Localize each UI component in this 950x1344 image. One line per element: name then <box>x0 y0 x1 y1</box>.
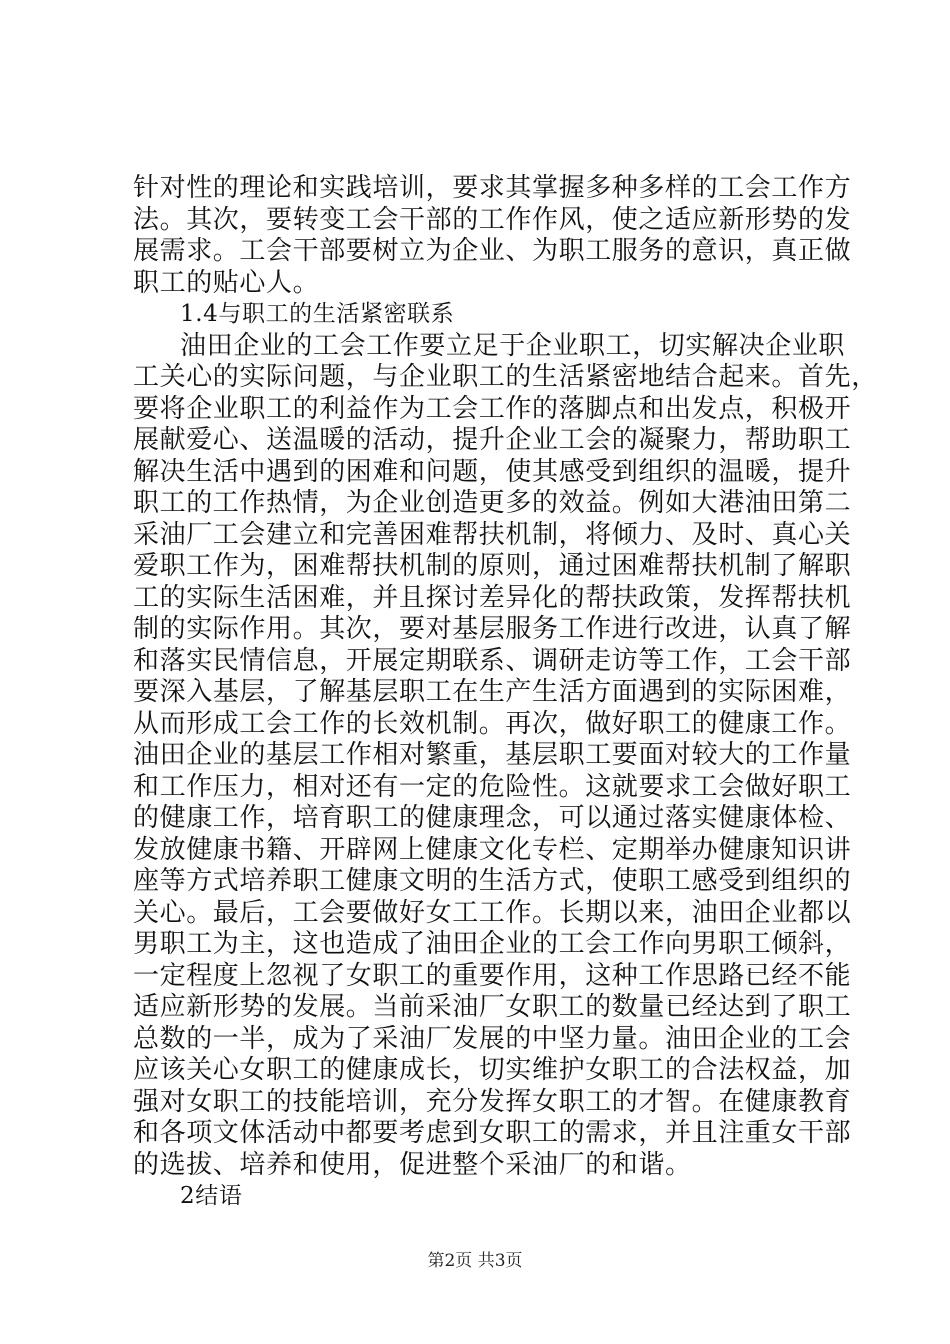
text-line: 工关心的实际问题，与企业职工的生活紧密地结合起来。首先， <box>133 362 878 392</box>
text-line: 男职工为主，这也造成了油田企业的工会工作向男职工倾斜， <box>133 929 852 959</box>
text-line: 和工作压力，相对还有一定的危险性。这就要求工会做好职工 <box>133 771 852 802</box>
text-line: 一定程度上忽视了女职工的重要作用，这种工作思路已经不能 <box>133 960 852 991</box>
text-line: 法。其次，要转变工会干部的工作作风，使之适应新形势的发 <box>133 204 852 235</box>
text-line: 油田企业的工会工作要立足于企业职工，切实解决企业职 <box>180 330 846 361</box>
text-line: 关心。最后，工会要做好女工工作。长期以来，油田企业都以 <box>133 897 852 928</box>
text-line: 油田企业的基层工作相对繁重，基层职工要面对较大的工作量 <box>133 740 852 770</box>
text-line: 职工的贴心人。 <box>133 267 320 298</box>
text-line: 要将企业职工的利益作为工会工作的落脚点和出发点，积极开 <box>133 393 852 424</box>
text-line: 座等方式培养职工健康文明的生活方式，使职工感受到组织的 <box>133 866 852 896</box>
text-line: 的选拔、培养和使用，促进整个采油厂的和谐。 <box>133 1149 692 1180</box>
text-line: 和各项文体活动中都要考虑到女职工的需求，并且注重女干部 <box>133 1118 852 1148</box>
text-line: 强对女职工的技能培训，充分发挥女职工的才智。在健康教育 <box>133 1086 852 1117</box>
text-line: 发放健康书籍、开辟网上健康文化专栏、定期举办健康知识讲 <box>133 834 852 865</box>
page-footer: 第2页 共3页 <box>427 1251 523 1271</box>
text-line: 和落实民情信息，开展定期联系、调研走访等工作，工会干部 <box>133 645 852 676</box>
text-line: 展献爱心、送温暖的活动，提升企业工会的凝聚力，帮助职工 <box>133 425 852 455</box>
section-heading: 1.4与职工的生活紧密联系 <box>180 301 455 327</box>
document-body <box>133 173 878 1213</box>
text-line: 制的实际作用。其次，要对基层服务工作进行改进，认真了解 <box>133 614 852 644</box>
text-line: 爱职工作为，困难帮扶机制的原则，通过困难帮扶机制了解职 <box>133 551 852 581</box>
text-line: 工的实际生活困难，并且探讨差异化的帮扶政策，发挥帮扶机 <box>133 582 852 613</box>
text-line: 从而形成工会工作的长效机制。再次，做好职工的健康工作。 <box>133 708 852 739</box>
text-line: 应该关心女职工的健康成长，切实维护女职工的合法权益，加 <box>133 1055 852 1085</box>
section-heading: 2结语 <box>180 1183 243 1209</box>
text-line: 要深入基层，了解基层职工在生产生活方面遇到的实际困难， <box>133 677 852 707</box>
text-line: 总数的一半，成为了采油厂发展的中坚力量。油田企业的工会 <box>133 1023 852 1054</box>
text-line: 的健康工作，培育职工的健康理念，可以通过落实健康体检、 <box>133 803 852 833</box>
text-line: 展需求。工会干部要树立为企业、为职工服务的意识，真正做 <box>133 236 852 266</box>
text-line: 适应新形势的发展。当前采油厂女职工的数量已经达到了职工 <box>133 992 852 1022</box>
text-line: 采油厂工会建立和完善困难帮扶机制，将倾力、及时、真心关 <box>133 519 852 550</box>
text-line: 解决生活中遇到的困难和问题，使其感受到组织的温暖，提升 <box>133 456 852 487</box>
text-line: 职工的工作热情，为企业创造更多的效益。例如大港油田第二 <box>133 488 852 518</box>
text-line: 针对性的理论和实践培训，要求其掌握多种多样的工会工作方 <box>133 173 852 203</box>
